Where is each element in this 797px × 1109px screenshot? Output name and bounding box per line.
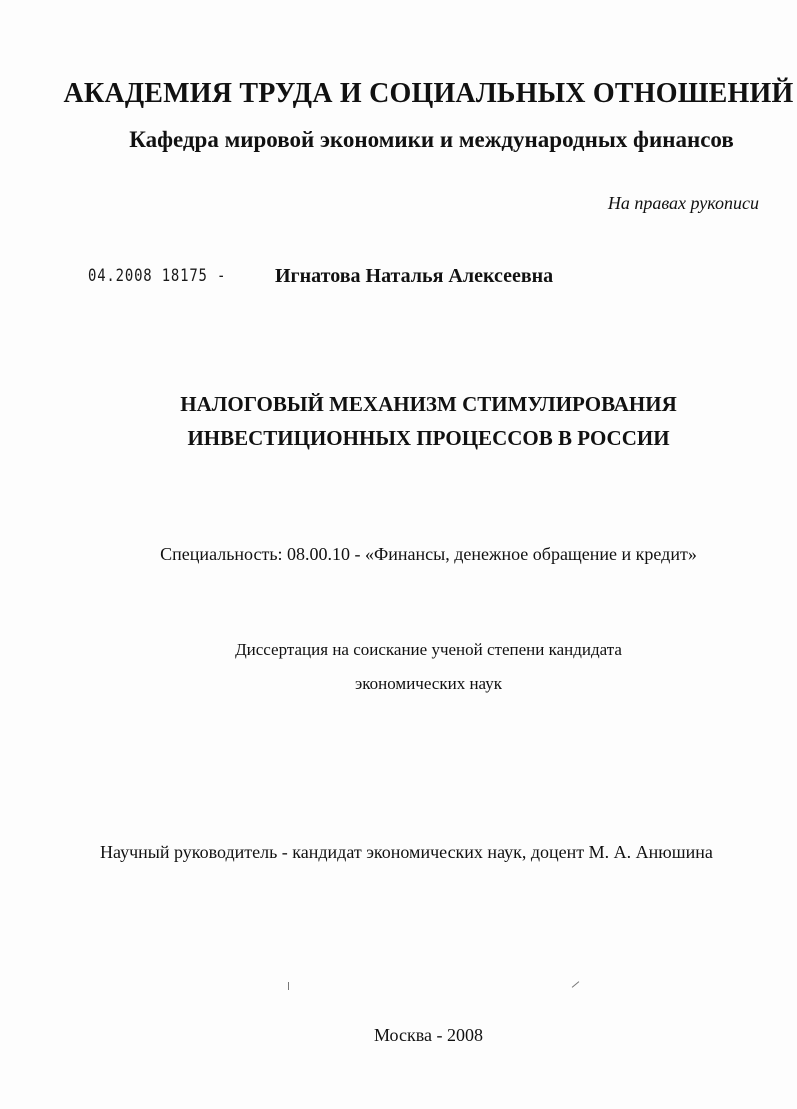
degree-statement-line-1: Диссертация на соискание ученой степени кандидата — [235, 640, 622, 659]
city-year-footer: Москва - 2008 — [374, 1025, 483, 1045]
scientific-advisor: Научный руководитель - кандидат экономических наук, доцент М. А. Анюшина — [100, 842, 713, 862]
scan-mark-right — [572, 981, 580, 988]
manuscript-note: На правах рукописи — [607, 193, 759, 213]
degree-statement-line-2: экономических наук — [354, 674, 503, 693]
institution-title: АКАДЕМИЯ ТРУДА И СОЦИАЛЬНЫХ ОТНОШЕНИЙ — [63, 78, 794, 109]
registration-number-stamp: 04.2008 18175 - — [88, 266, 227, 286]
specialty-line: Специальность: 08.00.10 - «Финансы, денежное обращение и кредит» — [160, 544, 697, 564]
author-name: Игнатова Наталья Алексеевна — [275, 265, 554, 287]
dissertation-title-line-1: НАЛОГОВЫЙ МЕХАНИЗМ СТИМУЛИРОВАНИЯ — [180, 392, 677, 416]
dissertation-title-line-2: ИНВЕСТИЦИОННЫХ ПРОЦЕССОВ В РОССИИ — [187, 426, 670, 450]
scan-mark-left — [288, 982, 289, 990]
department-title: Кафедра мировой экономики и международных финансов — [129, 127, 734, 152]
